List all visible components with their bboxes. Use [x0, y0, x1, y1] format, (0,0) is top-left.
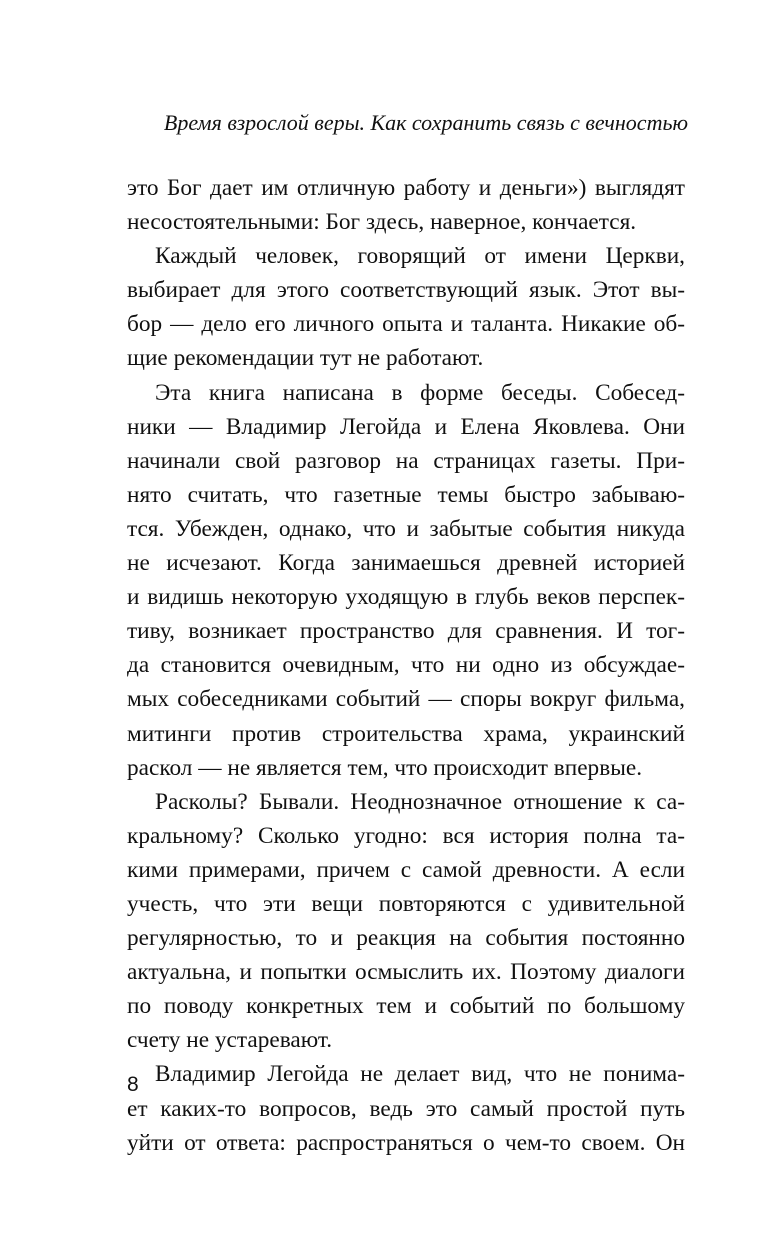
text-line: это Бог дает им отличную работу и деньги») выглядят	[127, 175, 685, 201]
text-line: регулярностью, то и реакция на события постоянно	[127, 925, 685, 952]
text-line: кими примерами, причем с самой древности. А если	[127, 856, 685, 883]
text-line: ет каких-то вопросов, ведь это самый простой путь	[127, 1095, 685, 1122]
text-line: кральному? Сколько угодно: вся история полна та-	[127, 822, 685, 849]
text-line: выбирает для этого соответствующий язык. Этот вы-	[127, 277, 685, 304]
running-head: Время взрослой веры. Как сохранить связь с вечностью	[163, 110, 688, 135]
text-line: несостоятельными: Бог здесь, наверное, кончается.	[127, 209, 637, 236]
text-line: да становится очевидным, что ни одно из обсуждае-	[127, 652, 685, 679]
text-line: учесть, что эти вещи повторяются с удивительной	[127, 890, 685, 917]
text-line: щие рекомендации тут не работают.	[127, 345, 484, 372]
body-text	[127, 171, 685, 1160]
text-line: мых собеседниками событий — споры вокруг фильма,	[127, 686, 685, 713]
text-line: счету не устаревают.	[127, 1027, 333, 1054]
text-line: нято считать, что газетные темы быстро забываю-	[127, 481, 685, 508]
text-line: ники — Владимир Легойда и Елена Яковлева. Они	[127, 413, 685, 440]
text-line: бор — дело его личного опыта и таланта. Никакие об-	[127, 311, 685, 338]
text-line: Эта книга написана в форме беседы. Собесед-	[155, 379, 685, 406]
text-line: не исчезают. Когда занимаешься древней историей	[127, 550, 685, 577]
text-line: актуальна, и попытки осмыслить их. Поэтому диалоги	[127, 959, 685, 986]
text-line: Расколы? Бывали. Неоднозначное отношение к са-	[155, 788, 685, 815]
text-line: по поводу конкретных тем и событий по большому	[127, 993, 685, 1020]
text-line: и видишь некоторую уходящую в глубь веков перспек-	[127, 584, 685, 611]
page-number: 8	[127, 1073, 139, 1096]
text-line: тиву, возникает пространство для сравнения. И тог-	[127, 618, 685, 645]
text-line: Каждый человек, говорящий от имени Церкви,	[155, 243, 685, 270]
text-line: митинги против строительства храма, украинский	[127, 720, 685, 747]
text-line: начинали свой разговор на страницах газеты. При-	[127, 447, 685, 474]
text-line: Владимир Легойда не делает вид, что не понима-	[155, 1061, 685, 1088]
text-line: тся. Убежден, однако, что и забытые события никуда	[127, 515, 685, 542]
text-line: раскол — не является тем, что происходит впервые.	[127, 754, 643, 781]
text-line: уйти от ответа: распространяться о чем-то своем. Он	[127, 1129, 685, 1156]
